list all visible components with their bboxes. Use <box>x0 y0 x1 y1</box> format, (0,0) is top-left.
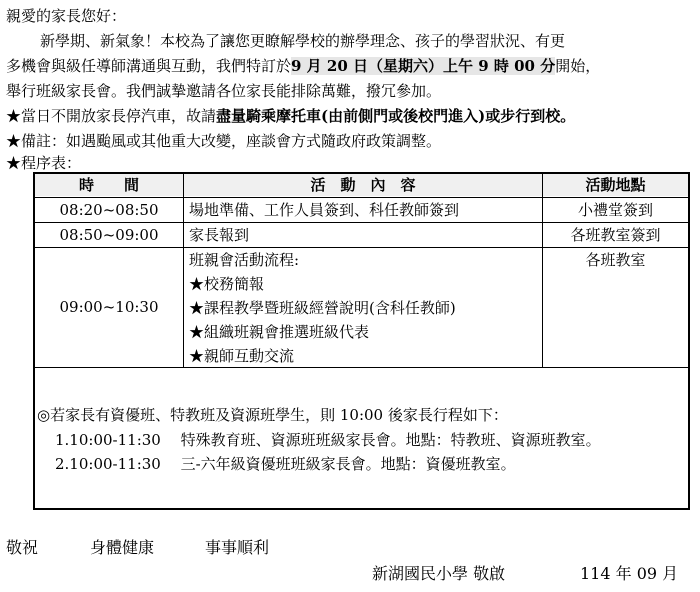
row-3-item: ★親師互動交流 <box>189 347 295 365</box>
header-place: 活動地點 <box>585 176 646 194</box>
row-2-content: 家長報到 <box>189 226 250 244</box>
parking-notice-text: 當日不開放家長停汽車，故請 <box>21 107 217 125</box>
meeting-date: 9 月 20 日（星期六）上午 9 時 00 分 <box>291 57 556 75</box>
footnote-item: 2.10:00-11:30 三-六年級資優班班級家長會。地點：資優班教室。 <box>55 455 516 473</box>
schedule-title <box>6 153 81 173</box>
row-3-item: ★校務簡報 <box>189 275 265 293</box>
row-3-time: 09:00~10:30 <box>59 298 159 316</box>
table-rule <box>33 197 690 198</box>
row-2-place: 各班教室簽到 <box>570 226 661 244</box>
table-rule <box>33 222 690 223</box>
greeting: 親愛的家長您好： <box>6 7 127 25</box>
row-3-place: 各班教室 <box>585 251 646 269</box>
letter-date: 114 年 09 月 <box>580 564 679 583</box>
remark-text: 備註：如遇颱風或其他重大改變，座談會方式隨政府政策調整。 <box>21 132 442 150</box>
header-content: 活 動 內 容 <box>310 176 416 194</box>
closing-wish-1: 身體健康 <box>90 538 155 557</box>
parking-notice-emphasis: 盡量騎乘摩托車(由前側門或後校門進入)或步行到校。 <box>216 107 576 125</box>
table-rule <box>33 247 690 248</box>
star-icon: ★ <box>6 132 22 150</box>
row-1-place: 小禮堂簽到 <box>577 201 653 219</box>
row-3-item: ★課程教學暨班級經營說明(含科任教師) <box>189 299 456 317</box>
closing-wish-2: 事事順利 <box>205 538 270 557</box>
paragraph-line-2 <box>6 56 600 76</box>
row-1-time: 08:20~08:50 <box>59 201 159 219</box>
signature: 新湖國民小學 敬啟 <box>372 564 506 583</box>
closing-salute: 敬祝 <box>6 538 39 557</box>
paragraph-line-3: 舉行班級家長會。我們誠摯邀請各位家長能排除萬難，撥冗參加。 <box>6 82 442 100</box>
header-time: 時 間 <box>78 176 139 194</box>
row-2-time: 08:50~09:00 <box>59 226 159 244</box>
row-1-content: 場地準備、工作人員簽到、科任教師簽到 <box>189 201 460 219</box>
paragraph-line-2-end: 開始， <box>555 57 601 75</box>
star-icon: ★ <box>6 107 22 125</box>
footnote-item: 1.10:00-11:30 特殊教育班、資源班班級家長會。地點：特教班、資源班教室。 <box>55 431 601 449</box>
schedule-title-text: 程序表： <box>21 154 82 172</box>
star-icon: ★ <box>6 154 22 172</box>
table-footnote: ◎若家長有資優班、特教班及資源班學生，則 10:00 後家長行程如下： <box>37 406 508 424</box>
parking-notice <box>6 106 575 126</box>
paragraph-line-2-text: 多機會與級任導師溝通與互動，我們特訂於 <box>6 57 292 75</box>
remark <box>6 131 441 151</box>
table-column-rule <box>183 172 184 367</box>
row-3-content-title: 班親會活動流程: <box>189 251 300 269</box>
paragraph-line-1: 新學期、新氣象！本校為了讓您更瞭解學校的辦學理念、孩子的學習狀況、有更 <box>40 32 566 50</box>
table-rule <box>33 367 690 368</box>
row-3-item: ★組織班親會推選班級代表 <box>189 323 370 341</box>
